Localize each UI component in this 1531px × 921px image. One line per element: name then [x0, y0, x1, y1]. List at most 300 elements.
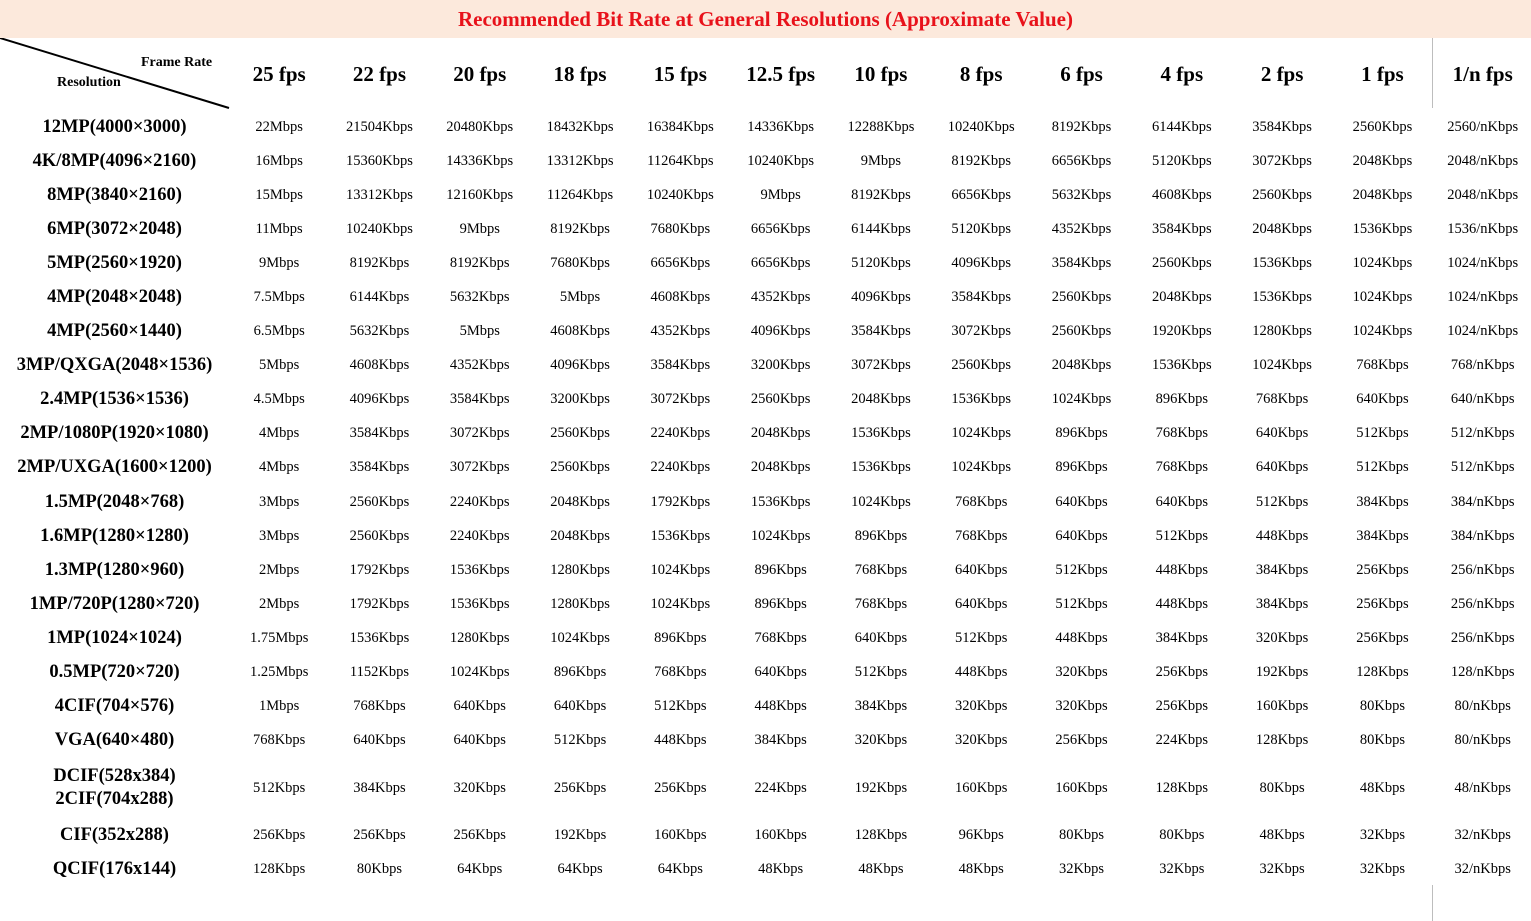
bitrate-cell: 1024Kbps	[1352, 289, 1413, 306]
table-row	[0, 144, 1531, 178]
bitrate-cell: 18432Kbps	[546, 118, 614, 135]
bitrate-cell: 2048Kbps	[550, 527, 610, 544]
resolution-cell	[0, 485, 229, 519]
resolution-label: DCIF(528x384)	[53, 766, 176, 787]
bitrate-cell: 512Kbps	[1055, 561, 1108, 578]
resolution-label: 8MP(3840×2160)	[47, 184, 182, 205]
bitrate-cell: 2048Kbps	[1352, 186, 1413, 203]
bitrate-cell: 384Kbps	[1255, 561, 1309, 578]
bitrate-cell: 15360Kbps	[346, 152, 413, 169]
bitrate-cell: 3200Kbps	[550, 391, 610, 408]
bitrate-cell: 256Kbps	[252, 827, 306, 844]
bitrate-cell: 3072Kbps	[449, 459, 510, 476]
bitrate-cell: 640/nKbps	[1450, 391, 1515, 408]
bitrate-cell: 2048Kbps	[550, 493, 610, 510]
bitrate-cell: 48Kbps	[1359, 779, 1405, 796]
bitrate-cell: 512Kbps	[1055, 595, 1108, 612]
bitrate-cell: 320Kbps	[1055, 664, 1108, 681]
bitrate-cell: 48Kbps	[1259, 827, 1305, 844]
bitrate-cell: 32/nKbps	[1454, 861, 1511, 878]
bitrate-cell: 1152Kbps	[349, 664, 409, 681]
bitrate-cell: 80Kbps	[1359, 698, 1405, 715]
bitrate-cell: 2048Kbps	[1352, 152, 1413, 169]
bitrate-cell: 20480Kbps	[446, 118, 514, 135]
bitrate-cell: 1024Kbps	[750, 527, 811, 544]
bitrate-cell: 1536Kbps	[851, 459, 911, 476]
bitrate-cell: 384Kbps	[1155, 629, 1208, 646]
bitrate-cell: 256Kbps	[353, 827, 406, 844]
bitrate-cell: 3Mbps	[259, 527, 300, 544]
bitrate-cell: 80Kbps	[1159, 827, 1205, 844]
bitrate-cell: 1024/nKbps	[1447, 289, 1519, 306]
bitrate-cell: 2240Kbps	[650, 425, 711, 442]
bitrate-cell: 4096Kbps	[750, 323, 811, 340]
bitrate-cell: 4608Kbps	[650, 289, 711, 306]
table-row	[0, 451, 1531, 485]
bitrate-cell: 448Kbps	[1255, 527, 1309, 544]
bitrate-cell: 5Mbps	[259, 357, 300, 374]
bitrate-cell: 640Kbps	[1255, 459, 1309, 476]
table-row	[0, 621, 1531, 655]
resolution-cell	[0, 758, 229, 819]
bitrate-cell: 512Kbps	[1356, 425, 1409, 442]
resolution-cell	[0, 724, 229, 758]
bitrate-cell: 1536Kbps	[449, 595, 510, 612]
bitrate-cell: 896Kbps	[854, 527, 908, 544]
bitrate-cell: 32Kbps	[1159, 861, 1205, 878]
diagonal-divider	[0, 38, 231, 110]
bitrate-cell: 4.5Mbps	[253, 391, 305, 408]
resolution-cell	[0, 212, 229, 246]
resolution-cell	[0, 656, 229, 690]
bitrate-cell: 896Kbps	[1055, 425, 1108, 442]
bitrate-cell: 2560Kbps	[1252, 186, 1312, 203]
bitrate-cell: 160Kbps	[1255, 698, 1309, 715]
bitrate-cell: 4096Kbps	[349, 391, 410, 408]
bitrate-cell: 1536Kbps	[349, 629, 410, 646]
bitrate-cell: 3584Kbps	[1051, 254, 1112, 271]
bitrate-cell: 160Kbps	[654, 827, 707, 844]
bitrate-cell: 128Kbps	[854, 827, 908, 844]
resolution-label: 1.5MP(2048×768)	[44, 491, 185, 512]
resolution-cell	[0, 451, 229, 485]
resolution-label: 1.3MP(1280×960)	[44, 559, 185, 580]
bitrate-cell: 3072Kbps	[851, 357, 911, 374]
fps-column-header: 4 fps	[1160, 61, 1204, 86]
bitrate-cell: 3584Kbps	[349, 425, 410, 442]
bitrate-cell: 768Kbps	[1356, 357, 1409, 374]
resolution-cell	[0, 553, 229, 587]
bitrate-cell: 384Kbps	[1356, 527, 1409, 544]
bitrate-cell: 5632Kbps	[349, 323, 410, 340]
bitrate-cell: 256Kbps	[1055, 732, 1108, 749]
resolution-label: 12MP(4000×3000)	[42, 116, 187, 137]
bitrate-cell: 320Kbps	[1255, 629, 1309, 646]
bitrate-cell: 768/nKbps	[1450, 357, 1515, 374]
fps-column-header: 6 fps	[1060, 61, 1103, 86]
resolution-label: 1MP(1024×1024)	[47, 627, 182, 648]
bitrate-cell: 11264Kbps	[647, 152, 714, 169]
bitrate-cell: 256/nKbps	[1450, 595, 1515, 612]
fps-column-header: 2 fps	[1260, 61, 1304, 86]
bitrate-cell: 128/nKbps	[1450, 664, 1515, 681]
bitrate-cell: 1024Kbps	[1051, 391, 1112, 408]
bitrate-cell: 11264Kbps	[546, 186, 614, 203]
resolution-label: 3MP/QXGA(2048×1536)	[16, 355, 213, 376]
table-row	[0, 553, 1531, 587]
bitrate-cell: 160Kbps	[754, 827, 807, 844]
bitrate-cell: 10240Kbps	[346, 220, 413, 237]
bitrate-cell: 6656Kbps	[1051, 152, 1112, 169]
resolution-label: 2MP/1080P(1920×1080)	[20, 423, 209, 444]
bitrate-cell: 5120Kbps	[951, 220, 1012, 237]
table-row	[0, 724, 1531, 758]
bitrate-cell: 384/nKbps	[1450, 527, 1515, 544]
bitrate-cell: 3584Kbps	[650, 357, 711, 374]
bitrate-cell: 16Mbps	[255, 152, 303, 169]
bitrate-cell: 448Kbps	[754, 698, 807, 715]
bitrate-cell: 256Kbps	[1155, 664, 1208, 681]
bitrate-cell: 768Kbps	[252, 732, 306, 749]
bitrate-cell: 2048Kbps	[750, 425, 811, 442]
table-row	[0, 110, 1531, 144]
bitrate-cell: 448Kbps	[1155, 561, 1208, 578]
bitrate-cell: 128Kbps	[1155, 779, 1208, 796]
bitrate-cell: 1536Kbps	[449, 561, 510, 578]
bitrate-cell: 384Kbps	[754, 732, 807, 749]
bitrate-cell: 5120Kbps	[851, 254, 911, 271]
bitrate-cell: 1536Kbps	[650, 527, 711, 544]
bitrate-cell: 512/nKbps	[1450, 425, 1515, 442]
bitrate-cell: 1536Kbps	[750, 493, 811, 510]
resolution-label: VGA(640×480)	[54, 730, 175, 751]
bitrate-cell: 4352Kbps	[1051, 220, 1112, 237]
bitrate-cell: 13312Kbps	[346, 186, 413, 203]
bitrate-cell: 896Kbps	[654, 629, 707, 646]
bitrate-cell: 320Kbps	[854, 732, 908, 749]
bitrate-cell: 2048/nKbps	[1447, 186, 1519, 203]
bitrate-cell: 6656Kbps	[650, 254, 711, 271]
bitrate-cell: 1Mbps	[259, 698, 300, 715]
bitrate-cell: 256Kbps	[1356, 561, 1409, 578]
table-row	[0, 178, 1531, 212]
bitrate-cell: 640Kbps	[754, 664, 807, 681]
bitrate-cell: 256Kbps	[1356, 629, 1409, 646]
bitrate-cell: 4096Kbps	[951, 254, 1012, 271]
bitrate-cell: 384Kbps	[854, 698, 908, 715]
table-row	[0, 853, 1531, 887]
bitrate-cell: 768Kbps	[1155, 459, 1208, 476]
bitrate-cell: 1024Kbps	[449, 664, 510, 681]
bitrate-cell: 80Kbps	[1058, 827, 1105, 844]
bitrate-cell: 768Kbps	[1255, 391, 1309, 408]
bitrate-cell: 320Kbps	[453, 779, 506, 796]
bitrate-cell: 32Kbps	[1058, 861, 1105, 878]
bitrate-cell: 2560Kbps	[550, 459, 610, 476]
bitrate-cell: 3072Kbps	[449, 425, 510, 442]
bitrate-cell: 192Kbps	[553, 827, 607, 844]
resolution-cell	[0, 178, 229, 212]
resolution-label: 4CIF(704×576)	[54, 696, 175, 717]
bitrate-cell: 1.75Mbps	[249, 629, 309, 646]
bitrate-cell: 5Mbps	[559, 289, 601, 306]
bitrate-cell: 1024Kbps	[1252, 357, 1312, 374]
bitrate-cell: 5632Kbps	[449, 289, 510, 306]
bitrate-cell: 7.5Mbps	[253, 289, 305, 306]
bitrate-cell: 7680Kbps	[550, 254, 610, 271]
bitrate-cell: 8192Kbps	[1051, 118, 1112, 135]
bitrate-cell: 1536/nKbps	[1447, 220, 1519, 237]
bitrate-cell: 640Kbps	[1356, 391, 1409, 408]
bitrate-cell: 2048/nKbps	[1447, 152, 1519, 169]
bitrate-cell: 512Kbps	[854, 664, 908, 681]
resolution-label: 4K/8MP(4096×2160)	[32, 150, 197, 171]
bitrate-cell: 224Kbps	[754, 779, 807, 796]
fps-column-header: 22 fps	[352, 61, 406, 86]
bitrate-cell: 48Kbps	[858, 861, 904, 878]
bitrate-cell: 2560Kbps	[1152, 254, 1212, 271]
resolution-cell	[0, 383, 229, 417]
bitrate-cell: 1024Kbps	[550, 629, 610, 646]
bitrate-cell: 1280Kbps	[449, 629, 510, 646]
bitrate-cell: 2240Kbps	[449, 493, 510, 510]
resolution-cell	[0, 853, 229, 887]
bitrate-cell: 640Kbps	[955, 595, 1008, 612]
fps-column-header: 1/n fps	[1452, 61, 1513, 86]
bitrate-cell: 9Mbps	[459, 220, 500, 237]
bitrate-cell: 640Kbps	[955, 561, 1008, 578]
bitrate-cell: 256Kbps	[1155, 698, 1208, 715]
bitrate-cell: 448Kbps	[955, 664, 1008, 681]
bitrate-cell: 48/nKbps	[1454, 779, 1511, 796]
bitrate-cell: 48Kbps	[758, 861, 804, 878]
bitrate-cell: 8192Kbps	[851, 186, 911, 203]
bitrate-cell: 128Kbps	[1356, 664, 1409, 681]
bitrate-cell: 13312Kbps	[546, 152, 614, 169]
bitrate-cell: 512Kbps	[955, 629, 1008, 646]
bitrate-cell: 384Kbps	[353, 779, 406, 796]
bitrate-cell: 1536Kbps	[1152, 357, 1212, 374]
table-row	[0, 758, 1531, 819]
bitrate-cell: 1024/nKbps	[1447, 323, 1519, 340]
bitrate-cell: 128Kbps	[1255, 732, 1309, 749]
bitrate-cell: 16384Kbps	[646, 118, 714, 135]
bitrate-cell: 512Kbps	[1155, 527, 1208, 544]
bitrate-cell: 6144Kbps	[349, 289, 410, 306]
resolution-label: 0.5MP(720×720)	[49, 662, 180, 683]
bitrate-cell: 768Kbps	[854, 561, 908, 578]
bitrate-cell: 2048Kbps	[1051, 357, 1112, 374]
bitrate-cell: 80Kbps	[356, 861, 402, 878]
table-row	[0, 656, 1531, 690]
bitrate-cell: 3584Kbps	[349, 459, 410, 476]
bitrate-cell: 256Kbps	[1356, 595, 1409, 612]
fps-column-header: 20 fps	[453, 61, 507, 86]
table-row	[0, 587, 1531, 621]
table-row	[0, 485, 1531, 519]
bitrate-cell: 512Kbps	[252, 779, 306, 796]
resolution-cell	[0, 819, 229, 853]
resolution-label: 1MP/720P(1280×720)	[29, 593, 200, 614]
bitrate-cell: 4Mbps	[259, 425, 300, 442]
bitrate-cell: 6144Kbps	[1152, 118, 1212, 135]
bitrate-cell: 32/nKbps	[1454, 827, 1511, 844]
fps-column-header: 12.5 fps	[746, 61, 816, 86]
bitrate-cell: 6656Kbps	[951, 186, 1012, 203]
table-row	[0, 690, 1531, 724]
resolution-cell	[0, 621, 229, 655]
table-row	[0, 315, 1531, 349]
bitrate-cell: 640Kbps	[553, 698, 607, 715]
resolution-cell	[0, 349, 229, 383]
bitrate-cell: 512Kbps	[553, 732, 607, 749]
bitrate-cell: 2560Kbps	[1352, 118, 1413, 135]
bitrate-cell: 2560Kbps	[951, 357, 1012, 374]
resolution-cell	[0, 110, 229, 144]
bitrate-cell: 10240Kbps	[947, 118, 1015, 135]
bitrate-cell: 8192Kbps	[550, 220, 610, 237]
bitrate-cell: 22Mbps	[255, 118, 303, 135]
bitrate-cell: 3Mbps	[259, 493, 300, 510]
bitrate-cell: 2240Kbps	[449, 527, 510, 544]
resolution-label: 4MP(2560×1440)	[47, 321, 182, 342]
bitrate-cell: 640Kbps	[1055, 527, 1108, 544]
bitrate-cell: 10240Kbps	[646, 186, 714, 203]
bitrate-cell: 1024Kbps	[650, 595, 711, 612]
fps-column-header: 8 fps	[959, 61, 1003, 86]
bitrate-cell: 4608Kbps	[1152, 186, 1212, 203]
bitrate-cell: 1536Kbps	[1252, 254, 1312, 271]
bitrate-cell: 160Kbps	[1055, 779, 1108, 796]
bitrate-cell: 1280Kbps	[550, 595, 610, 612]
resolution-label: 5MP(2560×1920)	[47, 252, 182, 273]
bitrate-cell: 2Mbps	[259, 561, 300, 578]
bitrate-cell: 1792Kbps	[349, 595, 410, 612]
bitrate-cell: 192Kbps	[1255, 664, 1309, 681]
table-row	[0, 417, 1531, 451]
bitrate-cell: 14336Kbps	[747, 118, 815, 135]
bitrate-cell: 640Kbps	[453, 732, 506, 749]
page-title: Recommended Bit Rate at General Resolutions (Approximate Value)	[458, 6, 1073, 31]
resolution-label: 6MP(3072×2048)	[47, 218, 182, 239]
bitrate-cell: 1792Kbps	[650, 493, 711, 510]
bitrate-cell: 8192Kbps	[449, 254, 510, 271]
bitrate-cell: 640Kbps	[353, 732, 406, 749]
table-row	[0, 246, 1531, 280]
bitrate-cell: 1280Kbps	[1252, 323, 1312, 340]
bitrate-cell: 4352Kbps	[650, 323, 711, 340]
bitrate-cell: 4352Kbps	[449, 357, 510, 374]
bitrate-cell: 1024Kbps	[1352, 323, 1413, 340]
bitrate-cell: 64Kbps	[657, 861, 703, 878]
bitrate-cell: 3200Kbps	[750, 357, 811, 374]
fps-column-header: 15 fps	[653, 61, 707, 86]
bitrate-cell: 256Kbps	[654, 779, 707, 796]
bitrate-cell: 2560Kbps	[550, 425, 610, 442]
bitrate-cell: 1.25Mbps	[249, 664, 309, 681]
bitrate-cell: 2560Kbps	[349, 493, 410, 510]
bitrate-cell: 3584Kbps	[449, 391, 510, 408]
resolution-label: Resolution	[57, 75, 121, 90]
bitrate-cell: 4096Kbps	[550, 357, 610, 374]
corner-header-cell	[0, 38, 231, 110]
resolution-cell	[0, 315, 229, 349]
bitrate-cell: 1536Kbps	[951, 391, 1012, 408]
bitrate-cell: 4Mbps	[259, 459, 300, 476]
bitrate-cell: 6144Kbps	[851, 220, 911, 237]
bitrate-cell: 3072Kbps	[1252, 152, 1312, 169]
fps-column-header: 10 fps	[854, 61, 908, 86]
bitrate-cell: 128Kbps	[252, 861, 306, 878]
bitrate-cell: 80Kbps	[1259, 779, 1305, 796]
bitrate-cell: 15Mbps	[255, 186, 303, 203]
resolution-cell	[0, 246, 229, 280]
bitrate-cell: 192Kbps	[854, 779, 908, 796]
bitrate-cell: 6656Kbps	[750, 254, 811, 271]
column-divider-top	[1432, 38, 1433, 108]
bitrate-cell: 1920Kbps	[1152, 323, 1212, 340]
bitrate-cell: 2560/nKbps	[1447, 118, 1519, 135]
bitrate-cell: 4608Kbps	[550, 323, 610, 340]
fps-column-header: 18 fps	[553, 61, 607, 86]
table-row	[0, 383, 1531, 417]
bitrate-cell: 8192Kbps	[951, 152, 1012, 169]
resolution-label: 2MP/UXGA(1600×1200)	[17, 457, 212, 478]
bitrate-cell: 3584Kbps	[851, 323, 911, 340]
bitrate-cell: 4608Kbps	[349, 357, 410, 374]
table-row	[0, 519, 1531, 553]
resolution-label: 2.4MP(1536×1536)	[40, 389, 189, 410]
resolution-label: CIF(352x288)	[60, 825, 169, 846]
bitrate-cell: 64Kbps	[457, 861, 503, 878]
bitrate-cell: 7680Kbps	[650, 220, 711, 237]
bitrate-cell: 12160Kbps	[446, 186, 514, 203]
resolution-label: 1.6MP(1280×1280)	[40, 525, 189, 546]
bitrate-cell: 11Mbps	[255, 220, 303, 237]
bitrate-cell: 448Kbps	[1155, 595, 1208, 612]
bitrate-cell: 2048Kbps	[1152, 289, 1212, 306]
resolution-label-line2: 2CIF(704x288)	[55, 789, 174, 810]
bitrate-cell: 768Kbps	[754, 629, 807, 646]
bitrate-cell: 2240Kbps	[650, 459, 711, 476]
frame-rate-label: Frame Rate	[141, 55, 213, 70]
bitrate-cell: 96Kbps	[958, 827, 1004, 844]
bitrate-cell: 160Kbps	[955, 779, 1008, 796]
bitrate-cell: 1792Kbps	[349, 561, 410, 578]
resolution-label: QCIF(176x144)	[52, 859, 177, 880]
table-row	[0, 280, 1531, 314]
bitrate-cell: 5120Kbps	[1152, 152, 1212, 169]
fps-column-header: 25 fps	[252, 61, 306, 86]
resolution-cell	[0, 417, 229, 451]
bitrate-cell: 3072Kbps	[650, 391, 711, 408]
bitrate-cell: 2048Kbps	[750, 459, 811, 476]
bitrate-cell: 9Mbps	[860, 152, 902, 169]
bitrate-cell: 768Kbps	[1155, 425, 1208, 442]
bitrate-cell: 768Kbps	[654, 664, 707, 681]
bitrate-cell: 6656Kbps	[750, 220, 811, 237]
bitrate-cell: 384Kbps	[1255, 595, 1309, 612]
resolution-cell	[0, 519, 229, 553]
bitrate-cell: 12288Kbps	[847, 118, 915, 135]
bitrate-cell: 80/nKbps	[1454, 732, 1511, 749]
bitrate-cell: 448Kbps	[654, 732, 707, 749]
bitrate-cell: 896Kbps	[553, 664, 607, 681]
bitrate-cell: 5632Kbps	[1051, 186, 1112, 203]
bitrate-cell: 256Kbps	[453, 827, 506, 844]
bitrate-cell: 1536Kbps	[1252, 289, 1312, 306]
table-row	[0, 212, 1531, 246]
